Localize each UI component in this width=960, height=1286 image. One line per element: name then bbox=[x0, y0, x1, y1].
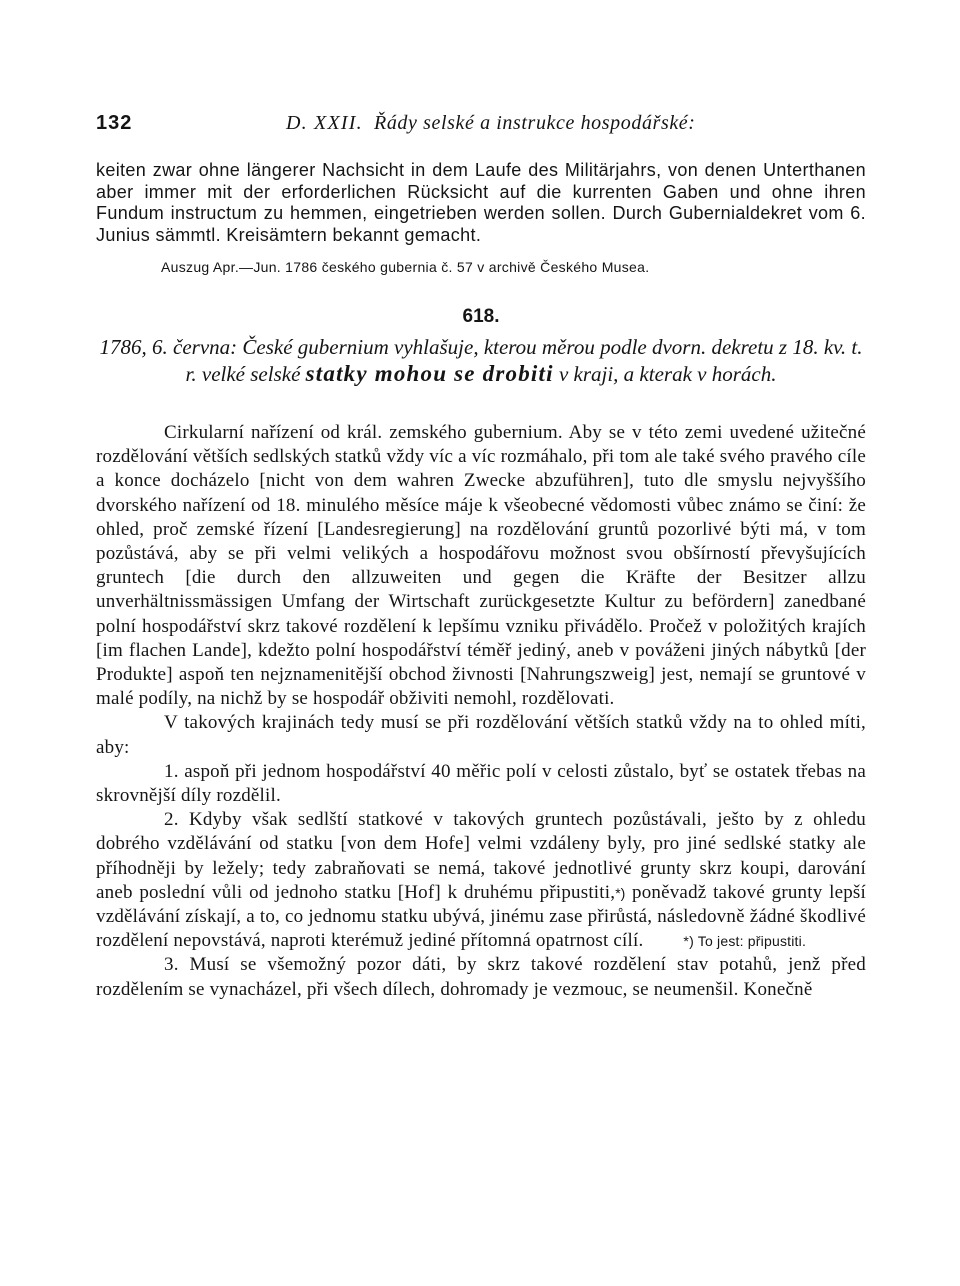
document-number: 618. bbox=[462, 306, 500, 327]
document-title bbox=[96, 334, 866, 387]
document-body bbox=[96, 421, 866, 1002]
document-title-part1: 1786, 6. června: České gubernium vyhlašuje, kterou měrou podle dvorn. dekretu z 18. kv. t. r. velké selské bbox=[99, 335, 863, 386]
footnote: *) To jest: připustiti. bbox=[683, 933, 807, 950]
paragraph-intro-list: V takových krajinách tedy musí se při rozdělování větších statků vždy na to ohled míti, aby: bbox=[96, 712, 866, 758]
running-title bbox=[286, 112, 696, 135]
footnote-reference: *) bbox=[615, 884, 626, 901]
paragraph-point-2 bbox=[96, 808, 866, 953]
source-note: Auszug Apr.—Jun. 1786 českého gubernia č. 57 v archivě Českého Musea. bbox=[161, 259, 650, 275]
paragraph-point-2-text-b: poněvadž takové grunty lepší vzdělávání získají, a to, co jednomu statku ubývá, jinému zase přirůstá, následovně žádné škodlivé rozdělení nepovstává, naproti kterémuž jediné přítomná opatrnost cílí. bbox=[96, 881, 866, 952]
document-title-emphasis: statky mohou se drobiti bbox=[305, 360, 554, 386]
running-title-section: D. XXII. bbox=[286, 112, 363, 134]
paragraph-circular: Cirkularní nařízení od král. zemského gubernium. Aby se v této zemi uvedené užitečné rozdělování větších sedlských statků vždy víc a víc rozmáhalo, při tom ale také svého pravého cíle a konce docházelo [nicht von dem wahren Zwecke abzuführen], tuto dle smyslu nejvyššího dvorského nařízení od 18. minulého měsíce máje k všeobecné vědomosti vůbec známo se činí: že ohled, proč zemské řízení [Landesregierung] na rozdělování gruntů pozorlivé býti má, v tom pozůstává, aby se při velmi velikých a hospodářovu možnost svou obšírností převyšujících gruntech [die durch den allzuweiten und gegen die Kräfte der Besitzer allzu unverhältnissmässigen Umfang der Wirtschaft zurückgesetzte Kultur zu befördern] zanedbané polní hospodářství skrz takové rozdělení k lepšímu vzniku přivádělo. Pročež v položitých krajích [im flachen Lande], kdežto polní hospodářství téměř jediný, aneb v pováženi jiných nábytků [der Produkte] aspoň ten nejznamenitější obchod živnosti [Nahrungszweig] jest, nemají se gruntové v malé podíly, na nichž by se hospodář obživiti nemohl, rozdělovati. bbox=[96, 422, 866, 710]
paragraph-point-3: 3. Musí se všemožný pozor dáti, by skrz takové rozdělení stav potahů, jenž před rozdělením se vynacházel, při všech dílech, dohromady je vezmouc, se neumenšil. Konečně bbox=[96, 954, 866, 1000]
running-title-text: Řády selské a instrukce hospodářské: bbox=[374, 112, 696, 134]
german-continuation-text: keiten zwar ohne längerer Nachsicht in dem Laufe des Militärjahrs, von denen Unterthanen aber immer mit der erforderlichen Rücksicht auf die kurrenten Gaben und ohne ihren Fundum instructum zu hemmen, eingetrieben werden sollen. Durch Gubernialdekret vom 6. Junius sämmtl. Kreisämtern bekannt gemacht. bbox=[96, 160, 866, 245]
page-number: 132 bbox=[96, 112, 133, 134]
document-title-part2: v kraji, a kterak v horách. bbox=[558, 361, 777, 386]
paragraph-point-1: 1. aspoň při jednom hospodářství 40 měřic polí v celosti zůstalo, byť se ostatek třebas na skrovnější díly rozdělil. bbox=[96, 760, 866, 807]
paragraph-point-2-text-a: 2. Kdyby však sedlští statkové v takových gruntech pozůstávali, ješto by z ohledu dobrého vzdělávání od statku [von dem Hofe] velmi vzdáleny byly, pro jiné sedlské statky ale příhodněji by ležely; tedy zabraňovati se nemá, takové jednotlivé grunty skrz koupi, darování aneb poslední vůli od jednoho statku [Hof] k druhému připustiti, bbox=[96, 809, 866, 903]
page-header bbox=[96, 112, 864, 142]
